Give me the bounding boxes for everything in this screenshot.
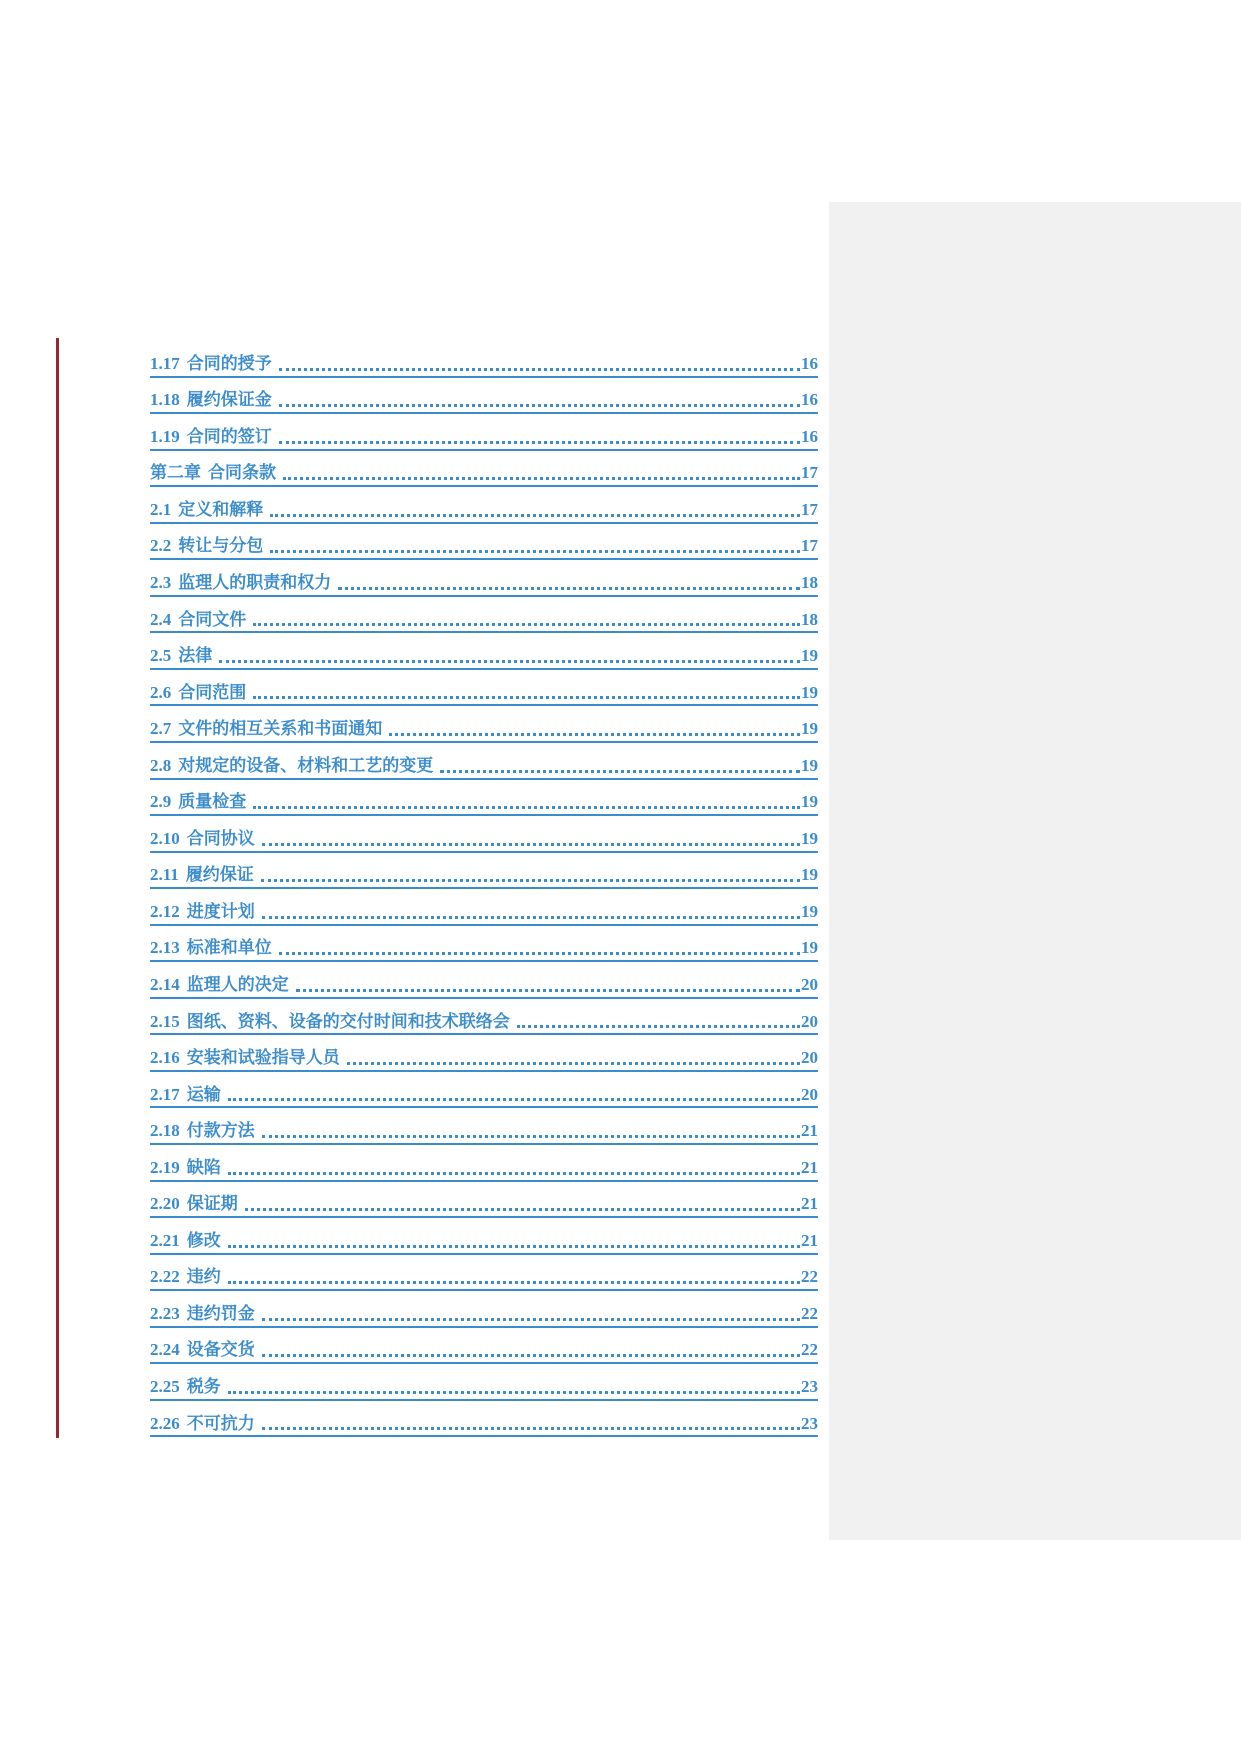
toc-entry-page-number[interactable]: 18 [801, 609, 818, 629]
toc-entry-number[interactable]: 第二章 [150, 463, 201, 483]
toc-entry-page-number[interactable]: 19 [801, 646, 818, 666]
toc-entry-number[interactable]: 1.18 [150, 390, 180, 410]
toc-entry-page-number[interactable]: 19 [801, 828, 818, 848]
toc-entry-title[interactable]: 合同文件 [178, 609, 247, 629]
dot-leader [253, 696, 800, 699]
toc-entry-page-number[interactable]: 16 [801, 426, 818, 446]
toc-entry-number[interactable]: 2.19 [150, 1157, 180, 1177]
toc-entry-number[interactable]: 2.9 [150, 792, 172, 812]
toc-entry-title[interactable]: 修改 [186, 1230, 221, 1250]
offpage-background-panel [829, 202, 1241, 1540]
toc-entry[interactable] [150, 560, 818, 597]
toc-entry-number[interactable]: 1.17 [150, 353, 180, 373]
toc-entry-page-number[interactable]: 16 [801, 390, 818, 410]
toc-entry-number[interactable]: 2.15 [150, 1011, 180, 1031]
toc-entry-title[interactable]: 安装和试验指导人员 [186, 1048, 340, 1068]
toc-entry-title[interactable]: 运输 [186, 1084, 221, 1104]
toc-entry-number[interactable]: 2.24 [150, 1340, 180, 1360]
toc-entry[interactable] [150, 1401, 818, 1438]
toc-entry[interactable] [150, 1218, 818, 1255]
toc-entry-page-number[interactable]: 18 [801, 572, 818, 592]
toc-entry-title[interactable]: 合同协议 [186, 828, 255, 848]
toc-entry-number[interactable]: 2.3 [150, 572, 172, 592]
toc-entry-page-number[interactable]: 21 [801, 1230, 818, 1250]
toc-entry-title[interactable]: 定义和解释 [178, 499, 264, 519]
toc-entry-page-number[interactable]: 19 [801, 682, 818, 702]
dot-leader [279, 441, 800, 444]
toc-entry-title[interactable]: 监理人的职责和权力 [178, 572, 332, 592]
dot-leader [262, 1354, 800, 1357]
toc-entry[interactable] [150, 962, 818, 999]
toc-entry-page-number[interactable]: 20 [801, 1011, 818, 1031]
toc-entry[interactable] [150, 670, 818, 707]
toc-entry[interactable] [150, 816, 818, 853]
toc-entry[interactable] [150, 1108, 818, 1145]
dot-leader [440, 770, 800, 773]
toc-entry-page-number[interactable]: 22 [801, 1303, 818, 1323]
toc-entry-title[interactable]: 合同的授予 [186, 353, 272, 373]
toc-entry-number[interactable]: 2.1 [150, 499, 172, 519]
toc-entry-page-number[interactable]: 19 [801, 719, 818, 739]
toc-entry-page-number[interactable]: 16 [801, 353, 818, 373]
toc-entry-page-number[interactable]: 19 [801, 755, 818, 775]
dot-leader [270, 550, 800, 553]
dot-leader [270, 514, 800, 517]
toc-entry-number[interactable]: 2.14 [150, 975, 180, 994]
toc-entry-title[interactable]: 标准和单位 [186, 938, 272, 958]
toc-entry-page-number[interactable]: 19 [801, 792, 818, 812]
toc-entry-title[interactable]: 付款方法 [186, 1121, 255, 1141]
toc-entry[interactable] [150, 1328, 818, 1365]
toc-entry[interactable] [150, 1145, 818, 1182]
dot-leader [279, 404, 800, 407]
dot-leader [296, 989, 800, 992]
toc-entry-page-number[interactable]: 19 [801, 938, 818, 958]
toc-entry-title[interactable]: 进度计划 [186, 901, 255, 921]
toc-entry-page-number[interactable]: 23 [801, 1377, 818, 1397]
toc-entry[interactable] [150, 597, 818, 634]
toc-entry-number[interactable]: 2.7 [150, 719, 172, 739]
dot-leader [253, 623, 800, 626]
toc-entry-number[interactable]: 2.18 [150, 1121, 180, 1141]
dot-leader [347, 1062, 800, 1065]
toc-entry-number[interactable]: 2.13 [150, 938, 180, 958]
toc-entry-page-number[interactable]: 20 [801, 1048, 818, 1068]
table-of-contents [150, 341, 818, 1437]
toc-entry-page-number[interactable]: 17 [801, 463, 818, 483]
toc-entry-title[interactable]: 图纸、资料、设备的交付时间和技术联络会 [186, 1011, 510, 1031]
toc-entry-number[interactable]: 2.16 [150, 1048, 180, 1068]
dot-leader [219, 660, 800, 663]
toc-entry[interactable] [150, 1364, 818, 1401]
dot-leader [228, 1172, 800, 1175]
dot-leader [262, 1318, 800, 1321]
toc-entry[interactable] [150, 633, 818, 670]
toc-entry[interactable] [150, 999, 818, 1036]
dot-leader [279, 952, 800, 955]
toc-entry-page-number[interactable]: 23 [801, 1413, 818, 1433]
toc-entry-page-number[interactable]: 21 [801, 1194, 818, 1214]
toc-entry-number[interactable]: 2.26 [150, 1413, 180, 1433]
toc-entry-title[interactable]: 转让与分包 [178, 536, 264, 556]
toc-entry[interactable] [150, 487, 818, 524]
toc-entry-title[interactable]: 税务 [186, 1377, 221, 1397]
dot-leader [517, 1025, 800, 1028]
dot-leader [262, 843, 800, 846]
toc-entry[interactable] [150, 1182, 818, 1219]
toc-entry[interactable] [150, 341, 818, 378]
toc-entry-page-number[interactable]: 17 [801, 536, 818, 556]
toc-entry-number[interactable]: 2.21 [150, 1230, 180, 1250]
toc-entry[interactable] [150, 926, 818, 963]
dot-leader [279, 368, 800, 371]
toc-entry-title[interactable]: 履约保证金 [186, 390, 272, 410]
toc-entry-title[interactable]: 对规定的设备、材料和工艺的变更 [178, 755, 434, 775]
dot-leader [245, 1208, 800, 1211]
dot-leader [262, 1427, 800, 1430]
toc-entry-page-number[interactable]: 22 [801, 1340, 818, 1360]
toc-entry-number[interactable]: 2.22 [150, 1267, 180, 1287]
dot-leader [253, 806, 800, 809]
toc-entry-title[interactable]: 质量检查 [178, 792, 247, 812]
toc-entry-number[interactable]: 2.6 [150, 682, 172, 702]
dot-leader [389, 733, 800, 736]
toc-entry-title[interactable]: 违约罚金 [186, 1303, 255, 1323]
toc-entry-title[interactable]: 法律 [178, 646, 213, 666]
toc-entry-title[interactable]: 履约保证 [185, 865, 254, 885]
dot-leader [261, 879, 800, 882]
dot-leader [262, 916, 800, 919]
toc-entry-number[interactable]: 2.10 [150, 828, 180, 848]
toc-entry-number[interactable]: 2.5 [150, 646, 172, 666]
toc-entry[interactable] [150, 524, 818, 561]
dot-leader [338, 587, 800, 590]
dot-leader [228, 1281, 800, 1284]
dot-leader [262, 1135, 800, 1138]
toc-entry[interactable] [150, 706, 818, 743]
dot-leader [228, 1245, 800, 1248]
toc-entry-page-number[interactable]: 21 [801, 1121, 818, 1141]
toc-entry-page-number[interactable]: 20 [801, 975, 818, 994]
revision-change-bar [56, 338, 59, 1438]
toc-entry-number[interactable]: 2.17 [150, 1084, 180, 1104]
toc-entry[interactable] [150, 451, 818, 488]
toc-entry-number[interactable]: 2.8 [150, 755, 172, 775]
toc-entry-number[interactable]: 2.25 [150, 1377, 180, 1397]
dot-leader [228, 1391, 800, 1394]
toc-entry[interactable] [150, 1255, 818, 1292]
toc-entry-number[interactable]: 2.2 [150, 536, 172, 556]
dot-leader [228, 1098, 800, 1101]
toc-entry-title[interactable]: 设备交货 [186, 1340, 255, 1360]
toc-entry-title[interactable]: 监理人的决定 [186, 975, 289, 994]
toc-entry-number[interactable]: 1.19 [150, 426, 180, 446]
toc-entry[interactable] [150, 1035, 818, 1072]
toc-entry-title[interactable]: 文件的相互关系和书面通知 [178, 719, 383, 739]
toc-entry-number[interactable]: 2.23 [150, 1303, 180, 1323]
toc-entry-title[interactable]: 合同范围 [178, 682, 247, 702]
toc-entry-page-number[interactable]: 19 [801, 901, 818, 921]
toc-entry-number[interactable]: 2.11 [150, 865, 179, 885]
toc-entry-page-number[interactable]: 19 [801, 865, 818, 885]
toc-entry-number[interactable]: 2.4 [150, 609, 172, 629]
toc-entry-title[interactable]: 合同的签订 [186, 426, 272, 446]
toc-entry[interactable] [150, 1072, 818, 1109]
dot-leader [283, 477, 800, 480]
toc-entry-page-number[interactable]: 20 [801, 1084, 818, 1104]
toc-entry-page-number[interactable]: 22 [801, 1267, 818, 1287]
toc-entry[interactable] [150, 378, 818, 415]
toc-entry-title[interactable]: 合同条款 [208, 463, 276, 483]
toc-entry-page-number[interactable]: 17 [801, 499, 818, 519]
toc-entry[interactable] [150, 853, 818, 890]
toc-entry-title[interactable]: 缺陷 [186, 1157, 221, 1177]
toc-entry-number[interactable]: 2.12 [150, 901, 180, 921]
toc-entry-number[interactable]: 2.20 [150, 1194, 180, 1214]
toc-entry-page-number[interactable]: 21 [801, 1157, 818, 1177]
toc-entry-title[interactable]: 违约 [186, 1267, 221, 1287]
toc-entry[interactable] [150, 889, 818, 926]
toc-entry-title[interactable]: 不可抗力 [186, 1413, 255, 1433]
toc-entry-title[interactable]: 保证期 [186, 1194, 238, 1214]
toc-entry[interactable] [150, 1291, 818, 1328]
toc-entry[interactable] [150, 780, 818, 817]
toc-entry[interactable] [150, 414, 818, 451]
toc-entry[interactable] [150, 743, 818, 780]
